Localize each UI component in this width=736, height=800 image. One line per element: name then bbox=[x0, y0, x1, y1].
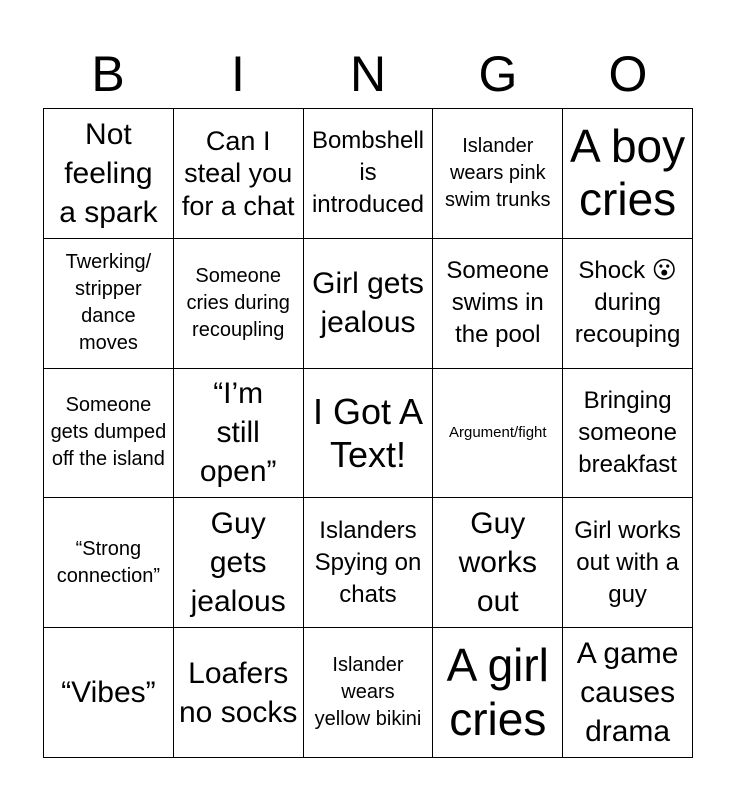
header-letter-g: G bbox=[478, 46, 518, 102]
cell-text: Islander wears yellow bikini bbox=[314, 654, 422, 731]
bingo-cell[interactable] bbox=[304, 369, 434, 499]
cell-text: Islander wears pink swim trunks bbox=[444, 134, 551, 211]
bingo-cell[interactable] bbox=[174, 498, 304, 628]
cell-text: Someone swims in the pool bbox=[446, 256, 550, 349]
cell-text: Guy works out bbox=[458, 507, 537, 619]
bingo-cell[interactable] bbox=[304, 239, 434, 369]
bingo-cell[interactable] bbox=[174, 628, 304, 758]
cell-text: A girl cries bbox=[446, 638, 549, 745]
bingo-cell[interactable] bbox=[433, 109, 563, 239]
cell-text: Someone cries during recoupling bbox=[186, 264, 290, 341]
cell-text: “Vibes” bbox=[61, 676, 156, 710]
bingo-cell[interactable] bbox=[563, 498, 693, 628]
cell-text: Twerking/ stripper dance moves bbox=[65, 251, 152, 355]
cell-text: Girl works out with a guy bbox=[574, 516, 681, 608]
bingo-cell[interactable] bbox=[44, 239, 174, 369]
bingo-board bbox=[43, 108, 693, 758]
header-letter-i: I bbox=[231, 46, 245, 102]
bingo-cell[interactable] bbox=[174, 109, 304, 239]
bingo-header bbox=[43, 40, 693, 108]
cell-text: Shock 😮 during recouping bbox=[574, 256, 681, 349]
bingo-cell[interactable] bbox=[304, 109, 434, 239]
bingo-cell[interactable] bbox=[563, 239, 693, 369]
bingo-cell[interactable] bbox=[563, 628, 693, 758]
bingo-cell[interactable] bbox=[433, 498, 563, 628]
cell-text: Loafers no socks bbox=[178, 656, 298, 729]
bingo-cell[interactable] bbox=[44, 109, 174, 239]
cell-text: Islanders Spying on chats bbox=[314, 516, 422, 608]
header-letter-o: O bbox=[608, 46, 648, 102]
bingo-cell[interactable] bbox=[563, 369, 693, 499]
cell-text: Girl gets jealous bbox=[312, 267, 424, 340]
cell-text: Can I steal you for a chat bbox=[181, 125, 295, 221]
bingo-cell[interactable] bbox=[44, 628, 174, 758]
bingo-cell[interactable] bbox=[174, 239, 304, 369]
bingo-cell[interactable] bbox=[44, 498, 174, 628]
bingo-cell[interactable] bbox=[433, 239, 563, 369]
bingo-cell[interactable] bbox=[433, 628, 563, 758]
bingo-cell[interactable] bbox=[304, 628, 434, 758]
bingo-cell[interactable] bbox=[174, 369, 304, 499]
cell-text: A boy cries bbox=[570, 119, 686, 226]
cell-text: Someone gets dumped off the island bbox=[50, 394, 167, 471]
header-letter-b: B bbox=[91, 46, 125, 102]
bingo-cell[interactable] bbox=[44, 369, 174, 499]
header-letter-n: N bbox=[349, 46, 387, 102]
cell-text: Guy gets jealous bbox=[190, 507, 286, 619]
bingo-cell[interactable] bbox=[304, 498, 434, 628]
bingo-cell[interactable] bbox=[563, 109, 693, 239]
cell-text: “I’m still open” bbox=[199, 377, 277, 489]
cell-text: Not feeling a spark bbox=[59, 117, 158, 229]
cell-text: Bombshell is introduced bbox=[311, 127, 425, 219]
cell-text: I Got A Text! bbox=[312, 390, 424, 475]
cell-text: “Strong connection” bbox=[56, 537, 161, 587]
bingo-cell[interactable] bbox=[433, 369, 563, 499]
cell-text: A game causes drama bbox=[576, 637, 679, 749]
cell-text: Argument/fight bbox=[449, 424, 547, 442]
cell-text: Bringing someone breakfast bbox=[578, 386, 677, 479]
